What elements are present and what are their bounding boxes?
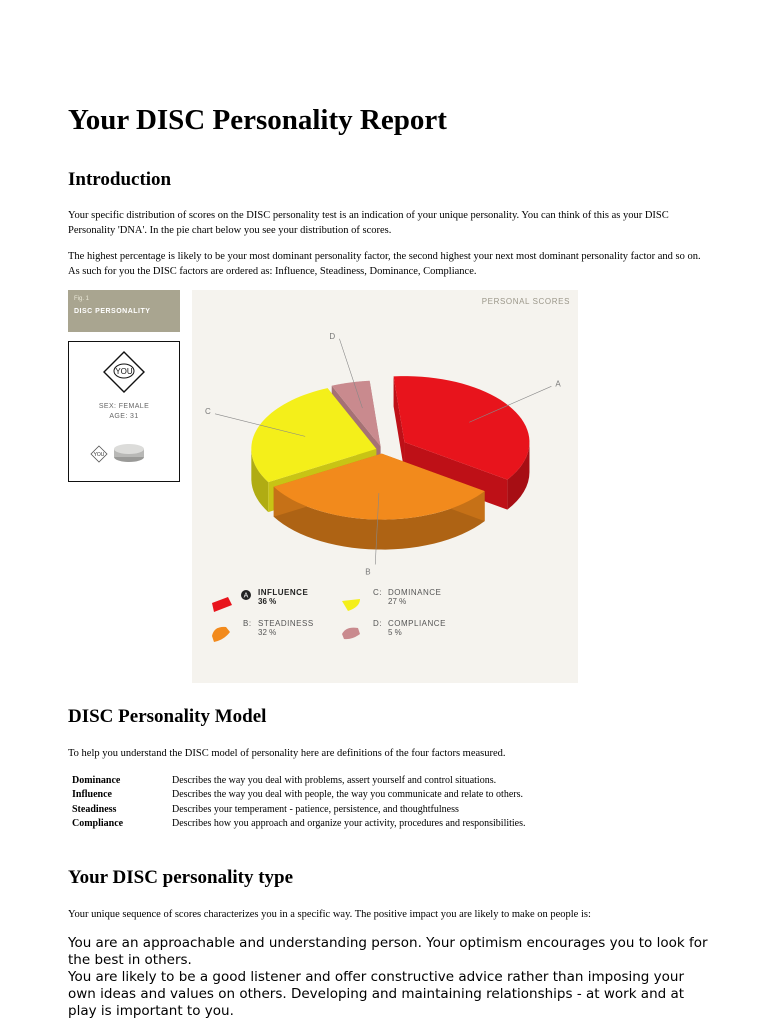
intro-paragraph-2: The highest percentage is likely to be your most dominant personality factor, the second highest your next most dominant personality factor and so on. As such for you the DISC factors are ordered as: Influence, Steadiness, Dominance, Compliance. (68, 251, 701, 277)
svg-text:A: A (243, 592, 249, 600)
type-paragraph-2: You are likely to be a good listener and offer constructive advice rather than imposing your own ideas and values on others. Developing and maintaining relationships - at work and at play is important to you. (68, 969, 685, 1019)
mini-pie-icon (69, 438, 179, 478)
type-paragraph-1: You are an approachable and understanding person. Your optimism encourages you to look for the best in others. (68, 935, 708, 968)
type-heading: Your DISC personality type (68, 867, 294, 888)
legend-name-compliance: COMPLIANCE (388, 619, 446, 628)
legend-name-dominance: DOMINANCE (388, 588, 442, 597)
dominance-swatch-icon (338, 593, 368, 617)
type-intro: Your unique sequence of scores characterizes you in a specific way. The positive impact you are likely to make on people is: (68, 909, 591, 920)
desc-compliance: Describes how you approach and organize your activity, procedures and responsibilities. (172, 818, 526, 830)
legend-value-compliance: 5 % (388, 628, 402, 637)
legend-value-steadiness: 32 % (258, 628, 277, 637)
intro-paragraph-1: Your specific distribution of scores on the DISC personality test is an indication of your unique personality. You can think of this as your DISC Personality 'DNA'. In the pie chart below you see your distribution of scores. (68, 210, 669, 236)
page-title: Your DISC Personality Report (68, 104, 447, 136)
legend-marker-a (240, 589, 252, 601)
legend-value-dominance: 27 % (388, 597, 407, 606)
profile-card (68, 341, 180, 482)
model-intro: To help you understand the DISC model of personality here are definitions of the four factors measured. (68, 748, 506, 759)
legend-value-influence: 36 % (258, 597, 277, 606)
figure-title: DISC PERSONALITY (74, 308, 151, 315)
model-heading: DISC Personality Model (68, 706, 267, 727)
term-influence: Influence (72, 789, 112, 801)
profile-info (69, 402, 179, 422)
desc-steadiness: Describes your temperament - patience, persistence, and thoughtfulness (172, 803, 459, 815)
chart-title: PERSONAL SCORES (481, 297, 570, 306)
table-row (68, 818, 530, 832)
slice-letter-a: A (555, 379, 561, 389)
legend-name-influence: INFLUENCE (258, 588, 309, 597)
figure-number: Fig. 1 (74, 296, 90, 302)
desc-influence: Describes the way you deal with people, the way you communicate and relate to others. (172, 789, 523, 801)
legend-prefix-b: B: (243, 619, 252, 628)
compliance-swatch-icon (338, 622, 368, 646)
figure-header (68, 290, 180, 332)
legend-prefix-c: C: (373, 588, 382, 597)
slice-letter-c: C (204, 406, 211, 416)
steadiness-swatch-icon (208, 622, 238, 646)
term-compliance: Compliance (72, 818, 124, 830)
slice-letter-d: D (329, 331, 336, 341)
intro-heading: Introduction (68, 169, 172, 190)
model-table (68, 775, 530, 833)
age-label: AGE: 31 (109, 413, 139, 420)
chart-panel (192, 290, 578, 683)
you-label: YOU (115, 367, 133, 376)
sex-label: SEX: FEMALE (98, 403, 150, 410)
table-row (68, 775, 530, 789)
you-diamond-icon (69, 342, 179, 402)
legend-name-steadiness: STEADINESS (258, 619, 314, 628)
table-row (68, 789, 530, 803)
mini-you-label: YOU (93, 452, 105, 458)
legend-prefix-d: D: (373, 619, 382, 628)
influence-swatch-icon (208, 593, 238, 617)
term-dominance: Dominance (72, 775, 121, 786)
slice-letter-b: B (365, 567, 371, 577)
table-row (68, 804, 530, 818)
term-steadiness: Steadiness (72, 803, 117, 815)
desc-dominance: Describes the way you deal with problems, assert yourself and control situations. (172, 775, 497, 786)
